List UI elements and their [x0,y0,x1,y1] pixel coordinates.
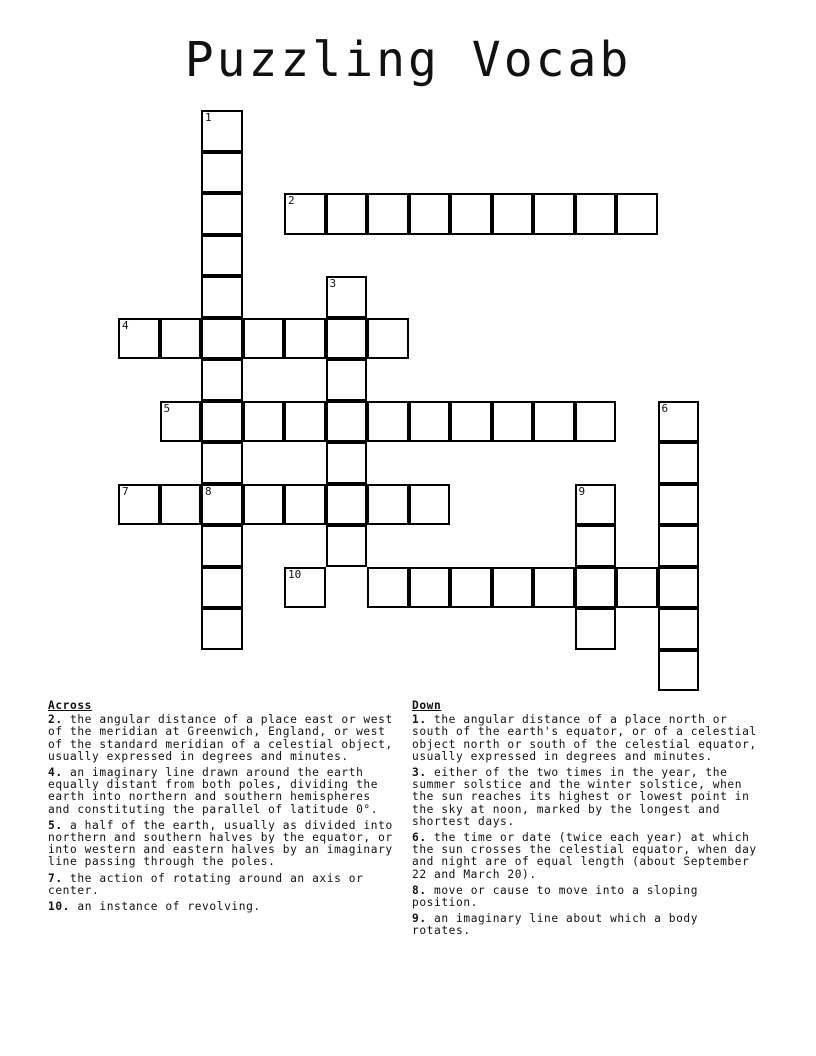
clue-text: an imaginary line drawn around the earth equally distant from both poles, dividing the earth into northern and southern hemispheres and constituting the parallel of latitude 0°. [48,766,379,816]
grid-cell[interactable] [575,193,617,235]
cell-number: 5 [163,401,171,415]
grid-cell[interactable] [201,110,243,152]
grid-cell[interactable] [409,193,451,235]
cell-number: 2 [288,194,295,207]
down-clues [412,700,764,942]
grid-cell[interactable] [326,318,368,360]
grid-cell[interactable] [575,484,617,526]
grid-cell[interactable] [201,359,243,401]
clue-text: the time or date (twice each year) at which the sun crosses the celestial equator, when day and night are of equal length (about September 22 and March 20). [412,831,757,881]
grid-cell[interactable] [201,442,243,484]
grid-cell[interactable] [367,484,409,526]
grid-cell[interactable] [201,484,243,526]
clue-number: 7. [48,871,63,885]
grid-cell[interactable] [533,567,575,609]
grid-cell[interactable] [658,442,700,484]
grid-cell[interactable] [201,152,243,194]
grid-cell[interactable] [326,525,368,567]
cell-number: 3 [329,277,337,290]
grid-cell[interactable] [201,525,243,567]
cell-number: 1 [205,111,212,124]
clue-text: an imaginary line about which a body rotates. [412,912,699,938]
grid-cell[interactable] [284,401,326,443]
clue-down-1 [412,714,764,763]
grid-cell[interactable] [658,567,700,609]
clue-across-7 [48,873,400,897]
clue-text: the angular distance of a place north or south of the earth's equator, or of a celestial object north or south of the celestial equator, usually expressed in degrees and minutes. [412,713,757,763]
grid-cell[interactable] [326,442,368,484]
cell-number: 8 [205,484,212,498]
grid-cell[interactable] [326,484,368,526]
puzzle-title: Puzzling Vocab [184,32,632,88]
grid-cell[interactable] [367,567,409,609]
grid-cell[interactable] [658,650,700,692]
grid-cell[interactable] [575,401,617,443]
cell-number: 7 [122,484,129,498]
clue-across-4 [48,767,400,816]
grid-cell[interactable] [326,359,368,401]
grid-cell[interactable] [201,235,243,277]
clue-text: an instance of revolving. [77,900,261,914]
clue-text: either of the two times in the year, the summer solstice and the winter solstice, when the sun reaches its highest or lowest point in the sky at noon, marked by the longest and shortest days. [412,766,750,828]
grid-cell[interactable] [492,401,534,443]
clue-number: 2. [48,713,63,727]
grid-cell[interactable] [533,193,575,235]
grid-cell[interactable] [409,484,451,526]
grid-cell[interactable] [575,567,617,609]
grid-cell[interactable] [367,318,409,360]
clue-across-5 [48,820,400,869]
cell-number: 4 [122,318,129,332]
grid-cell[interactable] [201,276,243,318]
clue-down-9 [412,913,764,937]
grid-cell[interactable] [658,525,700,567]
grid-cell[interactable] [575,525,617,567]
grid-cell[interactable] [160,318,202,360]
clue-down-6 [412,832,764,881]
grid-cell[interactable] [201,401,243,443]
grid-cell[interactable] [367,401,409,443]
grid-cell[interactable] [201,318,243,360]
grid-cell[interactable] [160,401,202,443]
grid-cell[interactable] [367,193,409,235]
clue-across-2 [48,714,400,763]
grid-cell[interactable] [409,567,451,609]
clue-text: the angular distance of a place east or west of the meridian at Greenwich, England, or west of the standard meridian of a celestial object, usually expressed in degrees and minutes. [48,713,393,763]
grid-cell[interactable] [492,193,534,235]
clue-down-8 [412,885,764,909]
cell-number: 10 [288,567,302,581]
grid-cell[interactable] [575,608,617,650]
grid-cell[interactable] [118,484,160,526]
grid-cell[interactable] [409,401,451,443]
grid-cell[interactable] [201,608,243,650]
grid-cell[interactable] [326,401,368,443]
clue-number: 6. [412,831,427,845]
grid-cell[interactable] [243,318,285,360]
grid-cell[interactable] [243,401,285,443]
grid-cell[interactable] [658,608,700,650]
clue-number: 10. [48,900,71,914]
grid-cell[interactable] [284,567,326,609]
clue-number: 5. [48,818,63,832]
grid-cell[interactable] [616,193,658,235]
down-heading: Down [412,699,442,712]
clue-text: a half of the earth, usually as divided into northern and southern halves by the equator, or into western and eastern halves by an imaginary line passing through the poles. [48,818,393,869]
grid-cell[interactable] [658,484,700,526]
grid-cell[interactable] [533,401,575,443]
clue-number: 4. [48,766,63,780]
clue-down-3 [412,767,764,828]
grid-cell[interactable] [616,567,658,609]
grid-cell[interactable] [492,567,534,609]
cell-number: 9 [578,484,586,498]
grid-cell[interactable] [201,193,243,235]
grid-cell[interactable] [450,567,492,609]
grid-cell[interactable] [284,193,326,235]
grid-cell[interactable] [658,401,700,443]
grid-cell[interactable] [118,318,160,360]
grid-cell[interactable] [450,193,492,235]
grid-cell[interactable] [201,567,243,609]
across-clues [48,700,400,917]
clue-number: 1. [412,713,427,727]
clue-number: 9. [412,912,427,926]
grid-cell[interactable] [326,276,368,318]
clue-text: move or cause to move into a sloping position. [412,883,699,910]
grid-cell[interactable] [284,318,326,360]
clue-across-10 [48,901,400,913]
grid-cell[interactable] [284,484,326,526]
clue-number: 8. [412,883,427,897]
cell-number: 6 [661,401,669,415]
clue-number: 3. [412,766,427,780]
grid-cell[interactable] [326,193,368,235]
grid-cell[interactable] [450,401,492,443]
across-heading: Across [48,699,93,712]
grid-cell[interactable] [243,484,285,526]
grid-cell[interactable] [160,484,202,526]
clue-text: the action of rotating around an axis or center. [48,871,364,897]
